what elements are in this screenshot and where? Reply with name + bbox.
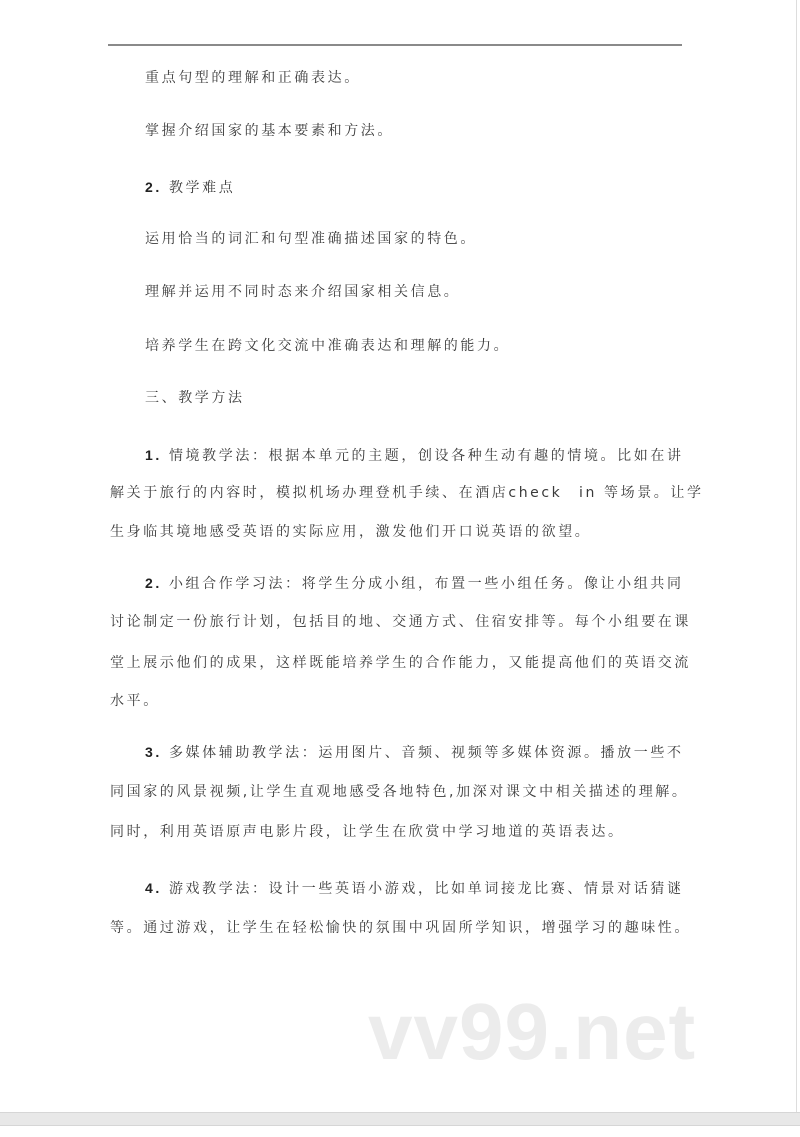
line-text: 多媒体辅助教学法：运用图片、音频、视频等多媒体资源。播放一些不 <box>168 745 684 761</box>
page-edge <box>796 0 797 1112</box>
text-line: 运用恰当的词汇和句型准确描述国家的特色。 <box>145 231 477 247</box>
paragraph-line: 堂上展示他们的成果，这样既能培养学生的合作能力，又能提高他们的英语交流 <box>110 655 691 671</box>
line-text: 游戏教学法：设计一些英语小游戏，比如单词接龙比赛、情景对话猜谜 <box>168 881 684 897</box>
section-heading <box>145 177 235 198</box>
item-number: 2. <box>145 575 162 591</box>
heading-number: 2. <box>145 179 162 195</box>
paragraph-line: 同国家的风景视频,让学生直观地感受各地特色,加深对课文中相关描述的理解。 <box>110 784 689 800</box>
paragraph-line <box>145 573 684 594</box>
item-number: 3. <box>145 744 162 760</box>
line-text: 情境教学法：根据本单元的主题，创设各种生动有趣的情境。比如在讲 <box>168 448 684 464</box>
page-separator <box>0 1112 800 1126</box>
paragraph-line: 等。通过游戏，让学生在轻松愉快的氛围中巩固所学知识，增强学习的趣味性。 <box>110 920 691 936</box>
paragraph-line: 同时，利用英语原声电影片段，让学生在欣赏中学习地道的英语表达。 <box>110 824 625 840</box>
paragraph-line <box>145 742 684 763</box>
paragraph-line <box>145 445 684 466</box>
text-line: 掌握介绍国家的基本要素和方法。 <box>145 123 394 139</box>
header-rule <box>108 44 682 46</box>
paragraph-line: 水平。 <box>110 693 160 709</box>
item-number: 1. <box>145 447 162 463</box>
paragraph-line: 生身临其境地感受英语的实际应用，激发他们开口说英语的欲望。 <box>110 524 592 540</box>
text-line: 理解并运用不同时态来介绍国家相关信息。 <box>145 284 461 300</box>
heading-text: 教学难点 <box>168 180 236 196</box>
watermark: vv99.net <box>368 987 697 1076</box>
line-text: 小组合作学习法：将学生分成小组，布置一些小组任务。像让小组共同 <box>168 576 684 592</box>
item-number: 4. <box>145 880 162 896</box>
paragraph-line: 解关于旅行的内容时，模拟机场办理登机手续、在酒店check in 等场景。让学 <box>110 485 704 501</box>
paragraph-line <box>145 878 684 899</box>
section-heading: 三、教学方法 <box>145 390 245 406</box>
text-line: 培养学生在跨文化交流中准确表达和理解的能力。 <box>145 338 511 354</box>
paragraph-line: 讨论制定一份旅行计划，包括目的地、交通方式、住宿安排等。每个小组要在课 <box>110 614 691 630</box>
text-line: 重点句型的理解和正确表达。 <box>145 70 361 86</box>
